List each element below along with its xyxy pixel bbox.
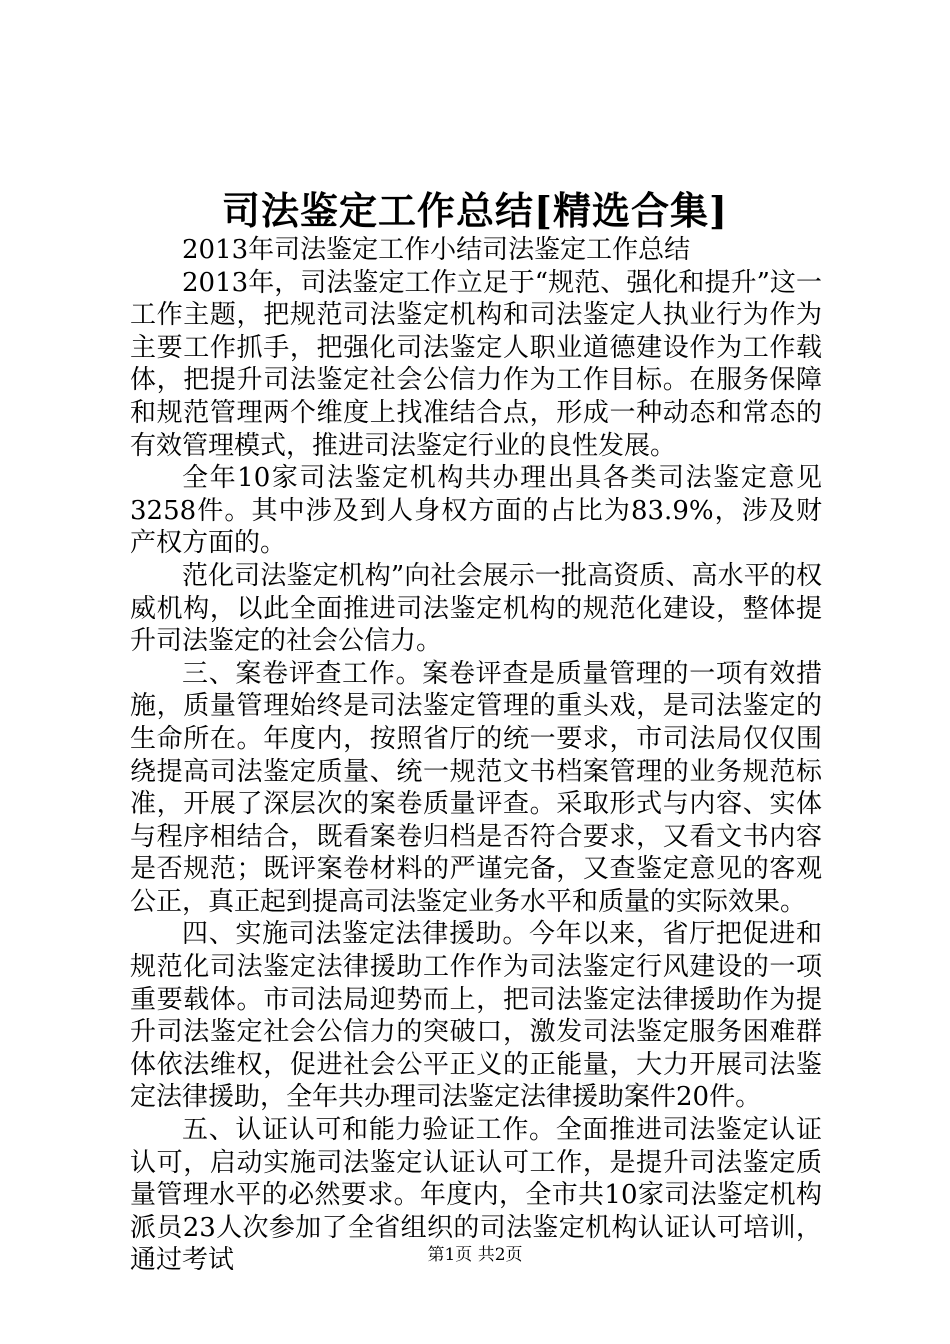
paragraph-legal-aid: 四、实施司法鉴定法律援助。今年以来，省厅把促进和规范化司法鉴定法律援助工作作为司法鉴定行风建设的一项重要载体。市司法局迎势而上，把司法鉴定法律援助作为提升司法鉴定社会公信力的突破口，激发司法鉴定服务困难群体依法维权，促进社会公平正义的正能量，大力开展司法鉴定法律援助，全年共办理司法鉴定法律援助案件20件。 — [130, 919, 822, 1113]
paragraph-subtitle: 2013年司法鉴定工作小结司法鉴定工作总结 — [182, 235, 691, 265]
paragraph-intro: 2013年，司法鉴定工作立足于“规范、强化和提升”这一工作主题，把规范司法鉴定机构和司法鉴定人执业行为作为主要工作抓手，把强化司法鉴定人职业道德建设作为工作载体，把提升司法鉴定社会公信力作为工作目标。在服务保障和规范管理两个维度上找准结合点，形成一种动态和常态的有效管理模式，推进司法鉴定行业的良性发展。 — [130, 267, 822, 461]
paragraph-certification: 五、认证认可和能力验证工作。全面推进司法鉴定认证认可，启动实施司法鉴定认证认可工作，是提升司法鉴定质量管理水平的必然要求。年度内，全市共10家司法鉴定机构派员23人次参加了全省组织的司法鉴定机构认证认可培训，通过考试 — [130, 1115, 822, 1276]
page-number-footer: 第1页 共2页 — [427, 1245, 523, 1265]
paragraph-statistics: 全年10家司法鉴定机构共办理出具各类司法鉴定意见3258件。其中涉及到人身权方面的占比为83.9%，涉及财产权方面的。 — [130, 463, 822, 559]
paragraph-case-review: 三、案卷评查工作。案卷评查是质量管理的一项有效措施，质量管理始终是司法鉴定管理的重头戏，是司法鉴定的生命所在。年度内，按照省厅的统一要求，市司法局仅仅围绕提高司法鉴定质量、统一规范文书档案管理的业务规范标准，开展了深层次的案卷质量评查。采取形式与内容、实体与程序相结合，既看案卷归档是否符合要求，又看文书内容是否规范；既评案卷材料的严谨完备，又查鉴定意见的客观公正，真正起到提高司法鉴定业务水平和质量的实际效果。 — [130, 658, 822, 917]
paragraph-institutions: 范化司法鉴定机构”向社会展示一批高资质、高水平的权威机构，以此全面推进司法鉴定机构的规范化建设，整体提升司法鉴定的社会公信力。 — [130, 560, 822, 657]
document-body — [130, 234, 822, 1277]
document-title: 司法鉴定工作总结[精选合集] — [222, 188, 728, 233]
